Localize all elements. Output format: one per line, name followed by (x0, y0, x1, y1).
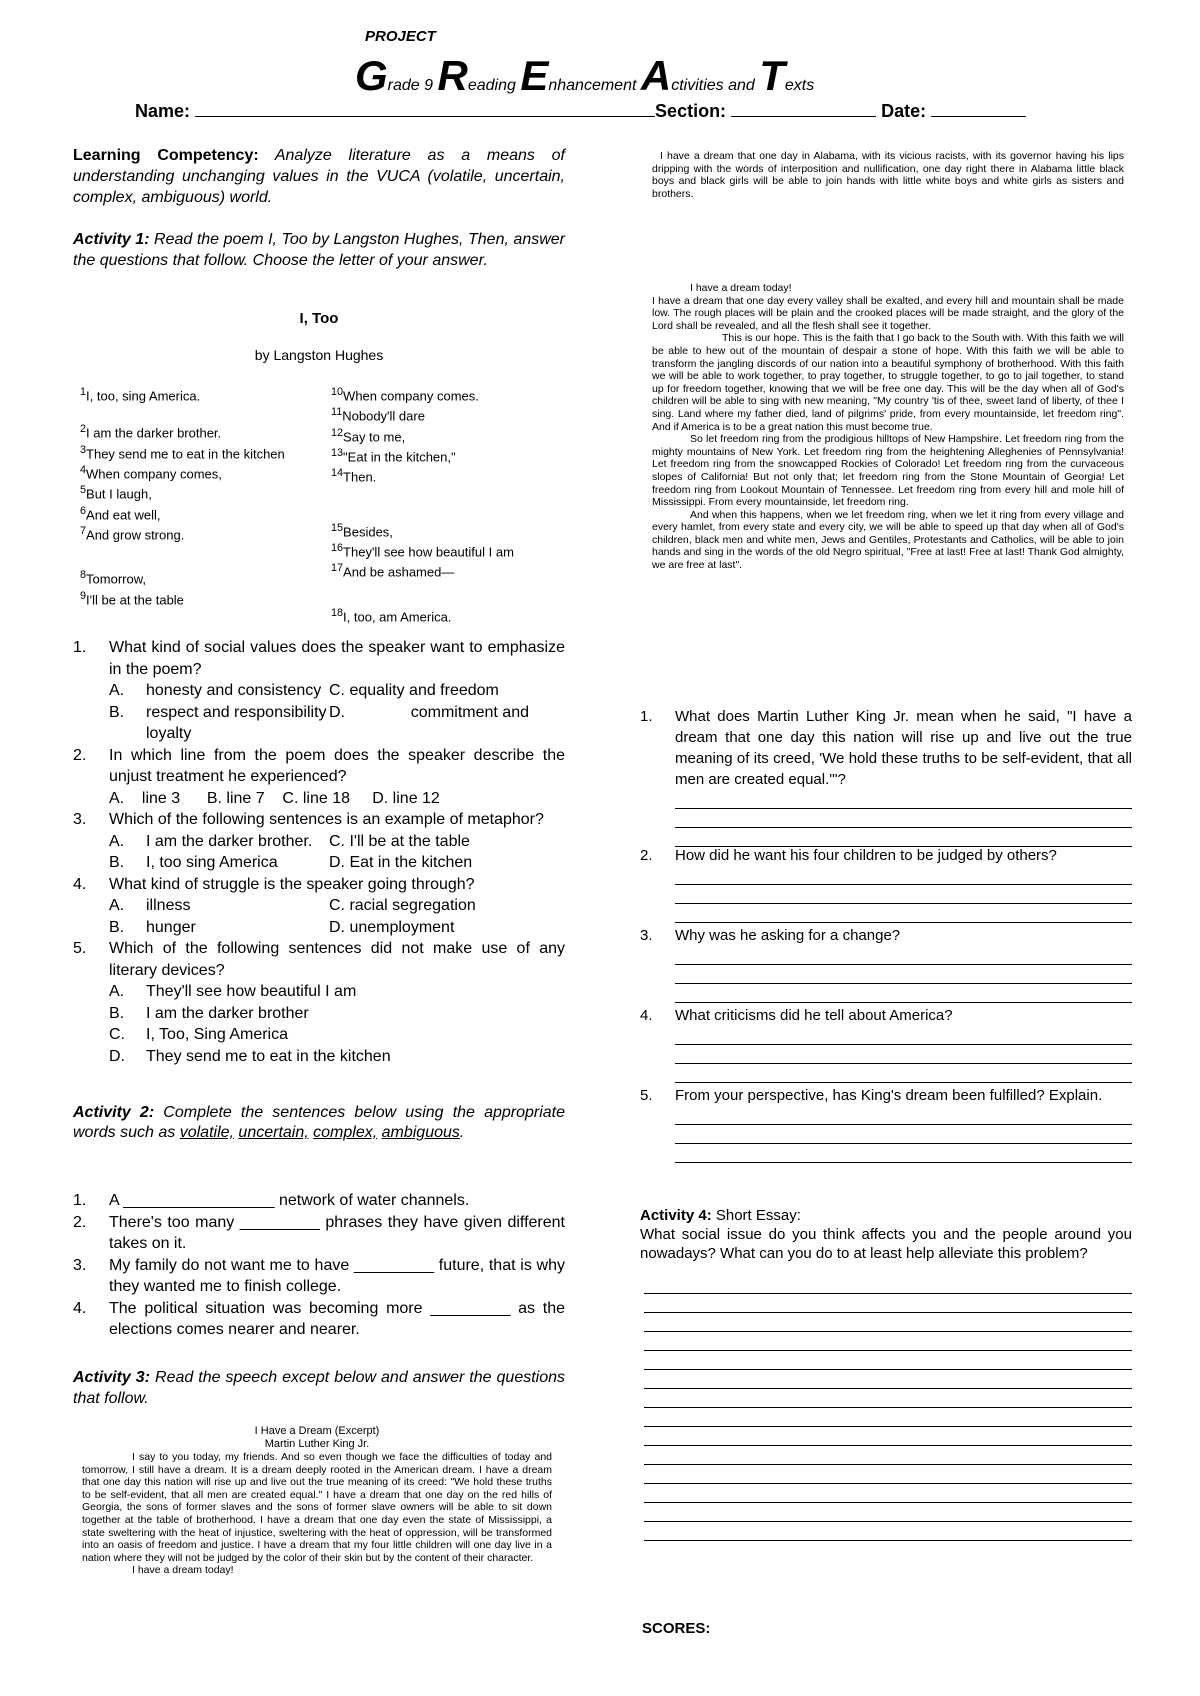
poem-line: $^6$And eat well, (80, 504, 161, 522)
speech-title: I Have a Dream (Excerpt) (254, 1425, 380, 1437)
option-d[interactable]: D. commitment and (329, 703, 529, 721)
title-word: eading (467, 77, 521, 94)
learning-label: Learning Competency: (73, 147, 259, 164)
speech-question: 2. How did he want his four children to be judged by others? (640, 845, 1132, 923)
speech-excerpt-part2 (652, 150, 1124, 200)
answer-options (73, 917, 565, 939)
title-word: exts (784, 77, 815, 94)
answer-lines[interactable] (675, 1106, 1132, 1163)
answer-options (73, 852, 565, 874)
answer-lines[interactable] (675, 790, 1132, 847)
poem-line: $^{14}$Then. (331, 467, 377, 485)
speech-question: 1. What does Martin Luther King Jr. mean when he said, "I have a dream that one day this nation will rise up and live out the true meaning of its creed, 'We hold these truths to be self-evident, that all men are created equal.'"? (640, 706, 1132, 847)
date-field[interactable] (931, 98, 1026, 117)
activity4-label: Activity 4: (640, 1207, 712, 1224)
option-c[interactable]: C. I, Too, Sing America (109, 1026, 288, 1043)
option-c[interactable]: C. I'll be at the table (329, 832, 470, 850)
activity1-label: Activity 1: (73, 231, 150, 248)
title-initial: G (355, 52, 388, 99)
activity1-questions (73, 637, 565, 1067)
question-item: 5. Which of the following sentences did not make use of any literary devices? (73, 940, 565, 979)
poem-line: $^8$Tomorrow, (80, 569, 146, 587)
option-b[interactable]: B. respect and responsibility (109, 703, 327, 721)
speech-paragraph: So let freedom ring from the prodigious hilltops of New Hampshire. Let freedom ring from the mighty mountains of New York. Let freedom ring from the heightening Alleghenies of Pennsylvania! Let freedom ring from the snowcapped Rockies of Colorado! Let freedom ring from the curvaceous slopes of California! But not only that; let freedom ring from the Stone Mountain of Georgia! Let freedom ring from Lookout Mountain of Tennessee. Let freedom ring from every hill and mole hill of Mississippi. From every mountainside, let freedom ring. (652, 433, 1124, 509)
question-item: 2. In which line from the poem does the speaker describe the unjust treatment he experienced? (73, 746, 565, 785)
title-initial: T (759, 52, 785, 99)
poem-column-right (331, 384, 566, 625)
scores-label: SCORES: (642, 1620, 711, 1637)
poem-line: $^{11}$Nobody'll dare (331, 406, 425, 424)
speech-excerpt-part3 (652, 282, 1124, 572)
poem-line: $^3$They send me to eat in the kitchen (80, 443, 285, 461)
title-initial: A (640, 52, 672, 99)
activity3-instructions: Activity 3: Read the speech except below and answer the questions that follow. (73, 1369, 566, 1407)
speech-question: 3. Why was he asking for a change? (640, 925, 1132, 1003)
activity1-text: Read the poem I, Too by Langston Hughes, Then, answer the questions that follow. Choose the letter of your answer. (73, 231, 566, 269)
poem-line (80, 543, 305, 567)
option-a[interactable]: A. I am the darker brother. (109, 832, 313, 850)
poem-line: $^5$But I laugh, (80, 484, 152, 502)
option-b[interactable]: B. I am the darker brother (109, 1004, 309, 1022)
option-b-continued: loyalty (146, 725, 192, 742)
name-label: Name: (135, 101, 191, 121)
option-d[interactable]: D. Eat in the kitchen (329, 854, 473, 871)
option-a[interactable]: A. honesty and consistency (109, 682, 322, 699)
poem-line (331, 581, 566, 605)
poem-line: $^{18}$I, too, am America. (331, 606, 452, 624)
option-a[interactable]: A. They'll see how beautiful I am (109, 983, 357, 1000)
learning-competency (73, 145, 565, 208)
poem-title: I, Too (299, 310, 339, 327)
speech-excerpt-part1 (82, 1425, 552, 1577)
title-word: rade 9 (387, 77, 438, 94)
poem-line: $^9$I'll be at the table (80, 589, 184, 607)
fill-blank-item[interactable]: 2. There's too many _________ phrases they have given different takes on it. (73, 1213, 565, 1252)
speech-question: 4. What criticisms did he tell about America? (640, 1005, 1132, 1083)
fill-blank-item[interactable]: 4. The political situation was becoming more _________ as the elections comes nearer and nearer. (73, 1299, 565, 1338)
date-label: Date: (881, 101, 927, 121)
speech-paragraph: I have a dream today! (690, 282, 792, 294)
answer-options (73, 702, 565, 724)
poem-line: $^7$And grow strong. (80, 524, 185, 543)
question-item: 1. What kind of social values does the speaker want to emphasize in the poem? (73, 639, 565, 678)
option-d[interactable]: D. unemployment (329, 918, 455, 936)
answer-lines[interactable] (675, 1026, 1132, 1083)
option-a[interactable]: A. illness (109, 897, 191, 914)
option-d[interactable]: D. They send me to eat in the kitchen (109, 1047, 391, 1065)
poem-line: $^1$I, too, sing America. (80, 386, 201, 404)
name-field[interactable] (195, 98, 655, 117)
section-label: Section: (655, 101, 727, 121)
activity4: Activity 4: Short Essay: What social issue do you think affects you and the people around you nowadays? What can you do to at least help alleviate this problem? (640, 1207, 1132, 1262)
poem-line: $^{10}$When company comes. (331, 386, 479, 404)
student-info-bar (135, 98, 1075, 122)
question-item: 4. What kind of struggle is the speaker going through? (73, 875, 475, 893)
poem-line: $^{12}$Say to me, (331, 426, 406, 444)
title-initial: R (437, 52, 468, 99)
title-initial: E (520, 52, 549, 99)
poem-line: $^{17}$And be ashamed— (331, 562, 455, 580)
poem-line: $^{15}$Besides, (331, 521, 393, 539)
speech-question: 5. From your perspective, has King's dream been fulfilled? Explain. (640, 1085, 1132, 1163)
activity4-prompt: What social issue do you think affects you and the people around you nowadays? What can you do to at least help alleviate this problem? (640, 1226, 1132, 1262)
speech-author: Martin Luther King Jr. (264, 1438, 370, 1450)
option-c[interactable]: C. racial segregation (329, 897, 476, 914)
poem-line: $^2$I am the darker brother. (80, 423, 222, 441)
answer-options[interactable]: A. line 3 B. line 7 C. line 18 D. line 12 (109, 789, 440, 807)
title-word: ctivities and (671, 77, 760, 94)
poem-line: $^{16}$They'll see how beautiful I am (331, 541, 514, 560)
option-c[interactable]: C. equality and freedom (329, 682, 499, 699)
project-label: PROJECT (365, 28, 436, 45)
fill-blank-item[interactable]: 3. My family do not want me to have _________ future, that is why they wanted me to finish college. (73, 1256, 565, 1295)
answer-lines[interactable] (675, 866, 1132, 923)
section-field[interactable] (731, 98, 876, 117)
answer-options (73, 895, 565, 917)
answer-options (73, 680, 565, 702)
speech-paragraph: I say to you today, my friends. And so even though we face the difficulties of today and tomorrow, I still have a dream. It is a dream deeply rooted in the American dream. I have a dream that one day this nation will rise up and live out the true meaning of its creed: "We hold these truths to be self-evident, that all men are created equal." I have a dream that one day on the red hills of Georgia, the sons of former slaves and the sons of former slave owners will be able to sit down together at the table of brotherhood. I have a dream that one day even the state of Mississippi, a state sweltering with the heat of injustice, sweltering with the heat of oppression, will be transformed into an oasis of freedom and justice. I have a dream that my four little children will one day live in a nation where they will not be judged by the color of their skin but by the content of their character. (82, 1451, 552, 1564)
poem-line (331, 486, 566, 520)
fill-blank-item[interactable]: 1. A _________________ network of water channels. (73, 1192, 470, 1209)
poem-line: $^4$When company comes, (80, 463, 222, 482)
speech-paragraph: And when this happens, when we let freedom ring, when we let it ring from every village and every hamlet, from every state and every city, we will be able to speed up that day when all of God's children, black men and white men, Jews and Gentiles, Protestants and Catholics, will be able to join hands and sing in the words of the old Negro spiritual, "Free at last! Free at last! Thank God almighty, we are free at last". (652, 508, 1124, 572)
learning-text: Analyze literature as a means of understanding unchanging values in the VUCA (volatile, uncertain, complex, ambiguous) world. (73, 147, 566, 206)
poem-line (80, 404, 305, 421)
activity2-items (73, 1190, 565, 1341)
question-item: 3. Which of the following sentences is an example of metaphor? (73, 811, 544, 828)
title-word: nhancement (548, 77, 641, 94)
page-title (355, 52, 814, 100)
activity2-label: Activity 2: (73, 1104, 155, 1121)
option-b[interactable]: B. I, too sing America (109, 854, 278, 871)
activity3-label: Activity 3: (73, 1369, 151, 1386)
answer-options (73, 831, 565, 853)
poem-line: $^{13}$"Eat in the kitchen," (331, 446, 456, 465)
answer-lines[interactable] (675, 946, 1132, 1003)
essay-lines[interactable] (644, 1275, 1132, 1541)
option-b[interactable]: B. hunger (109, 918, 196, 936)
poem-column-left (80, 384, 305, 608)
speech-paragraph: I have a dream that one day every valley shall be exalted, and every hill and mountain shall be made low. The rough places will be plain and the crooked places will be made straight, and the glory of the Lord shall be revealed, and all the flesh shall see it together. (652, 294, 1124, 332)
speech-paragraph: I have a dream today! (132, 1564, 234, 1577)
speech-paragraph: This is our hope. This is the faith that I go back to the South with. With this faith we will be able to hew out of the mountain of despair a stone of hope. With this faith we will be able to transform the jangling discords of our nation into a beautiful symphony of brotherhood. With this faith we will be able to work together, to pray together, to struggle together, to go to jail together, to stand up for freedom together, knowing that we will be free one day. This will be the day when all of God's children will be able to sing with new meaning, "My country 'tis of thee, sweet land of liberty, of thee I sing. Land where my father died, land of pilgrims' pride, from every mountainside, let freedom ring". And if America is to be a great nation this must become true. (652, 332, 1124, 433)
activity1-instructions (73, 229, 565, 271)
speech-paragraph: I have a dream that one day in Alabama, with its vicious racists, with its governor having his lips dripping with the words of interposition and nullification, one day right there in Alabama little black boys and black girls will be able to join hands with little white boys and white girls as sisters and brothers. (652, 150, 1124, 200)
activity2-instructions: Activity 2: Complete the sentences below using the appropriate words such as volatile, uncertain, complex, ambiguous. (73, 1104, 566, 1141)
poem-author: by Langston Hughes (254, 347, 384, 363)
